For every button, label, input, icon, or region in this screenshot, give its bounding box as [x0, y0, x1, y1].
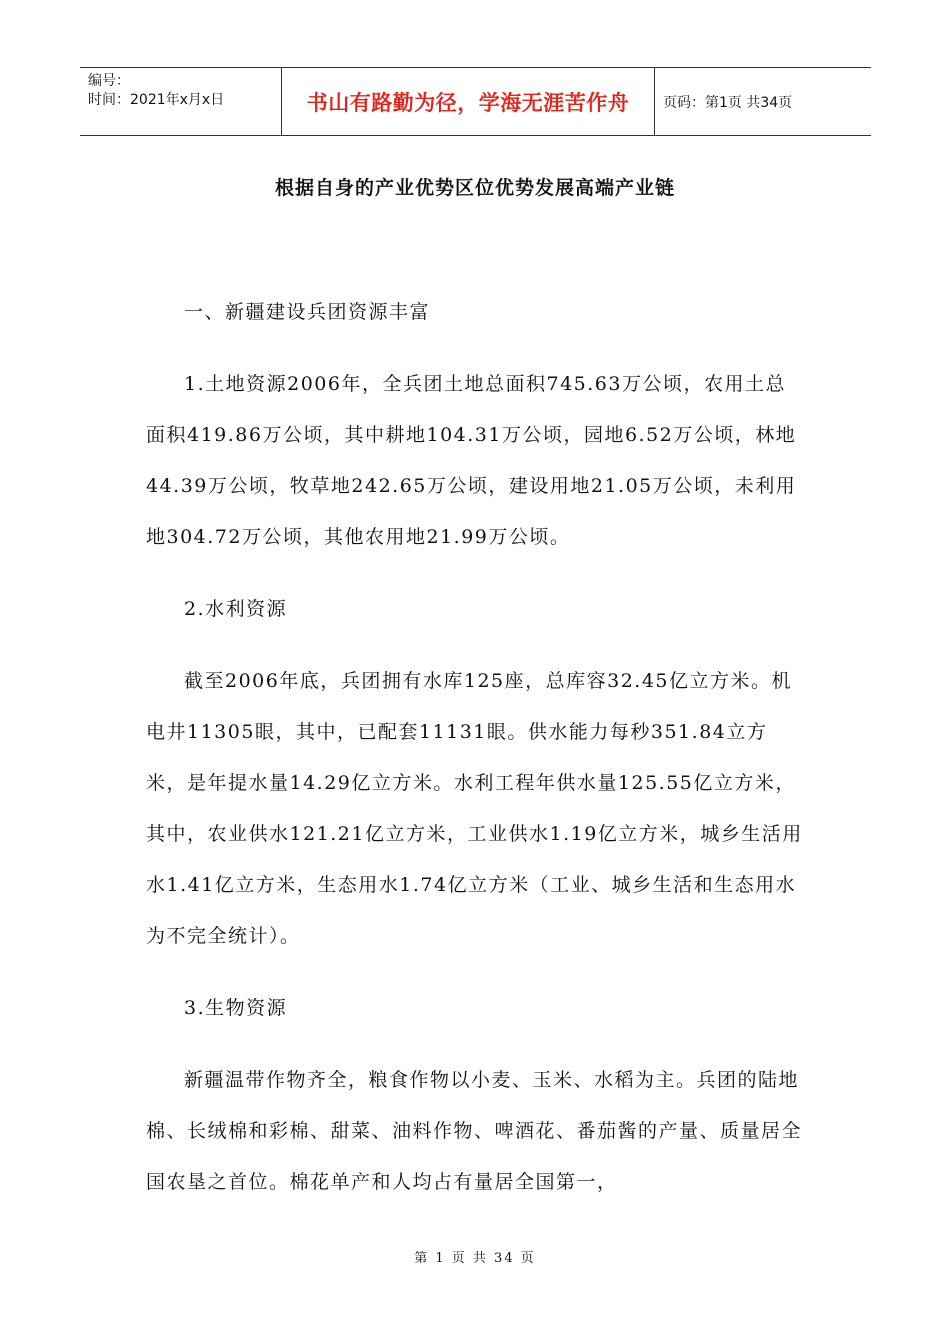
subheading-water-resources: 2.水利资源 [184, 598, 288, 620]
serial-label: 编号： [88, 73, 130, 89]
header-meta [80, 68, 282, 135]
header-page-info: 页码：第1页 共34页 [663, 94, 793, 111]
time-label: 时间：2021年x月x日 [88, 92, 225, 108]
paragraph-land-resources: 1.土地资源2006年，全兵团土地总面积745.63万公顷，农用土总面积419.86万公顷，其中耕地104.31万公顷，园地6.52万公顷，林地44.39万公顷，牧草地242.65万公顷，建设用地21.05万公顷，未利用地304.72万公顷，其他农用地21.99万公顷。 [146, 373, 797, 548]
document-header [80, 67, 871, 136]
header-motto: 书山有路勤为径，学海无涯苦作舟 [282, 68, 655, 135]
paragraph-water-resources: 截至2006年底，兵团拥有水库125座，总库容32.45亿立方米。机电井11305眼，其中，已配套11131眼。供水能力每秒351.84立方米，是年提水量14.29亿立方米。水利工程年供水量125.55亿立方米，其中，农业供水121.21亿立方米，工业供水1.19亿立方米，城乡生活用水1.41亿立方米，生态用水1.74亿立方米（工业、城乡生活和生态用水为不完全统计）。 [146, 670, 803, 947]
subheading-bio-resources: 3.生物资源 [184, 997, 288, 1019]
page-footer: 第 1 页 共 34 页 [414, 1251, 536, 1266]
document-title: 根据自身的产业优势区位优势发展高端产业链 [274, 177, 675, 199]
section-heading: 一、新疆建设兵团资源丰富 [184, 301, 431, 323]
paragraph-bio-resources: 新疆温带作物齐全，粮食作物以小麦、玉米、水稻为主。兵团的陆地棉、长绒棉和彩棉、甜菜、油料作物、啤酒花、番茄酱的产量、质量居全国农垦之首位。棉花单产和人均占有量居全国第一， [146, 1069, 803, 1193]
document-body [146, 287, 806, 1208]
